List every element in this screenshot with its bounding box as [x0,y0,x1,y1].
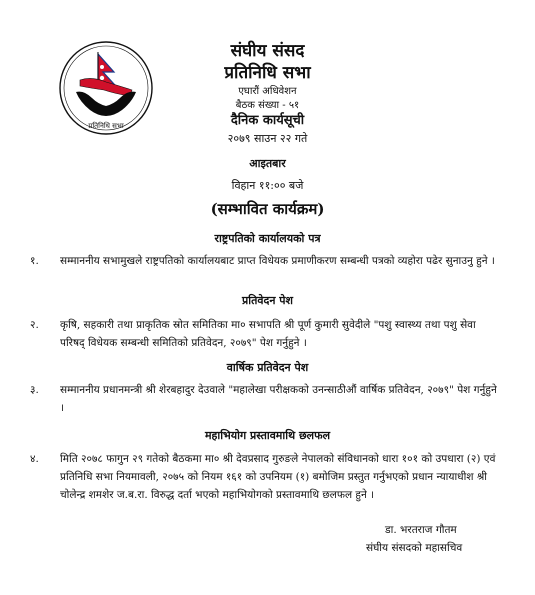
agenda-item [30,381,498,417]
agenda-title: दैनिक कार्यसूची [230,113,305,128]
item-number: ४. [30,453,39,465]
section-heading: महाभियोग प्रस्तावमाथि छलफल [204,429,331,442]
meeting-number: बैठक संख्या - ५१ [235,100,300,111]
section-heading: प्रतिवेदन पेश [242,294,293,307]
item-text: मिति २०७८ फागुन २९ गतेको बैठकमा मा० श्री देवप्रसाद गुरुङले नेपालको संविधानको धारा १०१ को उपधारा (२) एवं प्रतिनिधि सभा नियमावली, २०७५ को नियम १६१ को उपनियम (१) बमोजिम प्रस्तुत गर्नुभएको प्रधान न्यायाधीश श्री चोलेन्द्र शमशेर ज.ब.रा. विरुद्ध दर्ता भएको महाभियोगको प्रस्तावमाथि छलफल हुने । [60,453,496,501]
item-text: कृषि, सहकारी तथा प्राकृतिक स्रोत समितिका मा० सभापति श्री पूर्ण कुमारी सुवेदीले "पशु स्वास्थ्य तथा पशु सेवा परिषद् विधेयक सम्बन्धी समितिको प्रतिवेदन, २०७९" पेश गर्नुहुने । [60,319,476,349]
parliament-name: संघीय संसद [230,41,305,61]
section-heading: राष्ट्रपतिको कार्यालयको पत्र [214,232,321,245]
agenda-date: २०७९ साउन २२ गते [227,132,308,145]
section-heading: वार्षिक प्रतिवेदन पेश [226,361,309,374]
item-number: ३. [30,384,39,396]
agenda-time: विहान ११:०० बजे [231,179,304,192]
signatory-name: डा. भरतराज गौतम [385,524,457,536]
item-text: सम्माननीय सभामुखले राष्ट्रपतिको कार्यालयबाट प्राप्त विधेयक प्रमाणीकरण सम्बन्धी पत्रको व्यहोरा पढेर सुनाउनु हुने । [60,255,495,267]
svg-text:प्रतिनिधि सभा: प्रतिनिधि सभा [88,122,124,130]
agenda-subtitle: (सम्भावित कार्यक्रम) [210,200,325,218]
signatory-title: संघीय संसदको महासचिव [366,542,463,554]
item-text: सम्माननीय प्रधानमन्त्री श्री शेरबहादुर देउवाले "महालेखा परीक्षकको उनन्साठीऔं वार्षिक प्रतिवेदन, २०७९" पेश गर्नुहुने । [60,384,497,414]
session-label: एघारौं अधिवेशन [238,86,297,97]
agenda-item [30,316,498,352]
house-name: प्रतिनिधि सभा [224,63,311,83]
item-number: २. [30,319,39,331]
item-number: १. [30,255,39,267]
agenda-day: आइतबार [249,157,286,170]
agenda-item [30,450,498,504]
agenda-item [30,252,498,270]
